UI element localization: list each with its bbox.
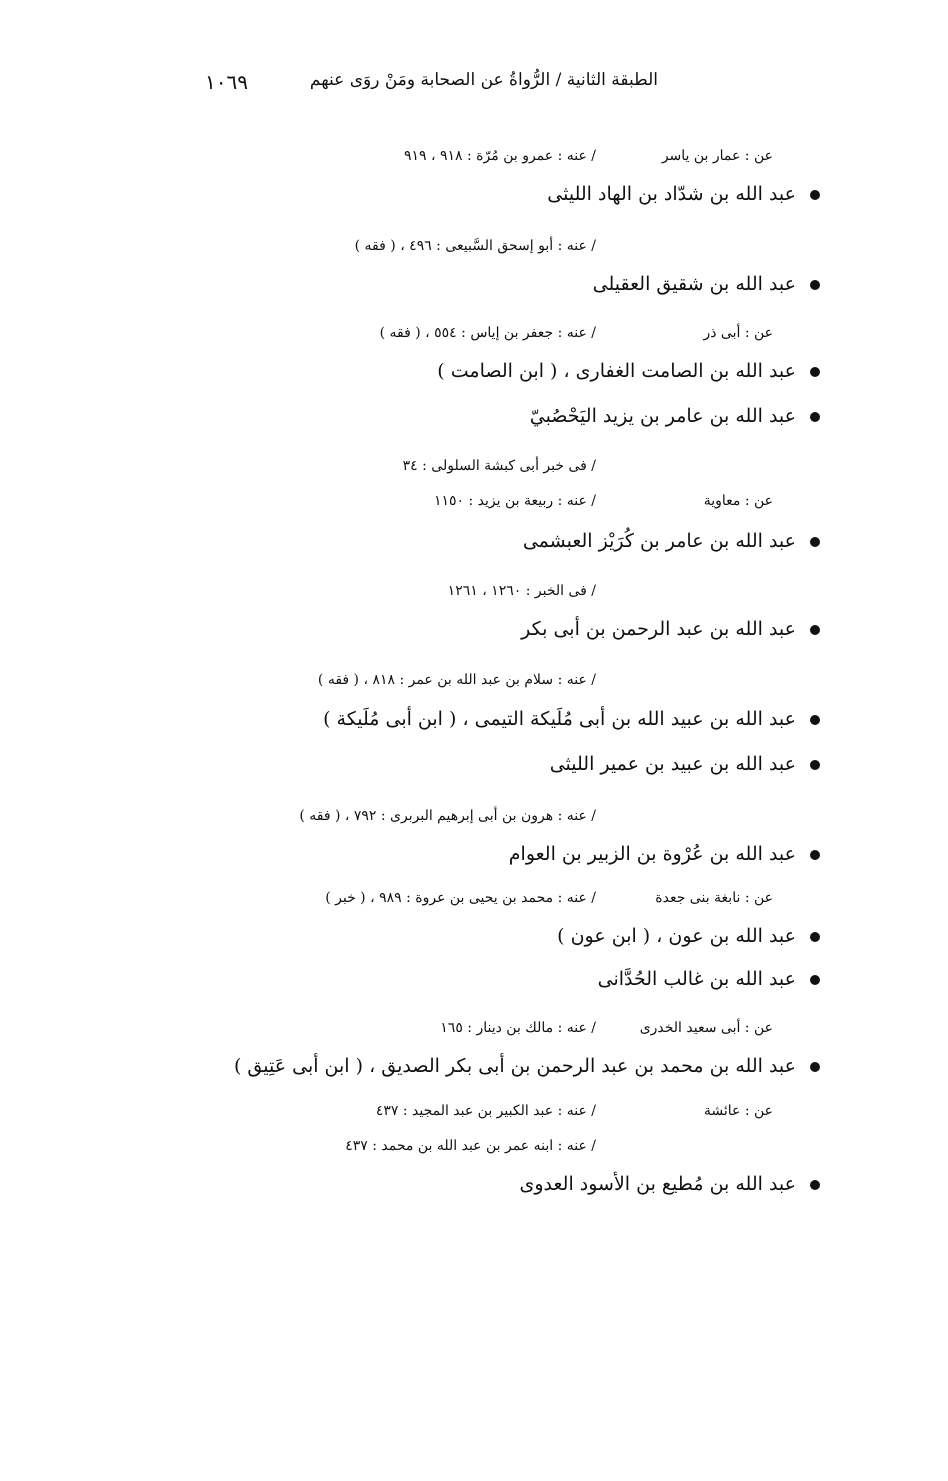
- narrator-reference-line: [0, 1103, 948, 1133]
- narrator-reference-line: [0, 890, 948, 920]
- narrator-entry: [0, 753, 820, 783]
- narrated-by: / فى خبر أبى كبشة السلولى : ٣٤: [402, 458, 596, 474]
- narrator-entry: [0, 708, 820, 738]
- narrator-entry: [0, 1055, 820, 1085]
- narrated-by: / عنه : سلام بن عبد الله بن عمر : ٨١٨ ، ( فقه ): [317, 672, 596, 688]
- narrated-by: / عنه : ابنه عمر بن عبد الله بن محمد : ٤٣٧: [345, 1138, 596, 1154]
- narrator-name: عبد الله بن عون ، ( ابن عون ): [557, 925, 796, 947]
- narrator-reference-line: [0, 672, 948, 702]
- narrator-entry: [0, 1173, 820, 1203]
- narrated-by: / عنه : هرون بن أبى إبرهيم البربرى : ٧٩٢ ، ( فقه ): [299, 808, 596, 824]
- narrator-reference-line: [0, 458, 948, 488]
- narrator-reference-line: [0, 325, 948, 355]
- narrated-by: / عنه : عمرو بن مُرّة : ٩١٨ ، ٩١٩: [404, 148, 596, 164]
- narrator-name: عبد الله بن عبيد الله بن أبى مُلَيكة التيمى ، ( ابن أبى مُلَيكة ): [323, 708, 796, 730]
- bullet-icon: [810, 760, 820, 770]
- narrator-name: عبد الله بن شدّاد بن الهاد الليثى: [547, 183, 796, 205]
- narrator-reference-line: [0, 1020, 948, 1050]
- narrator-name: عبد الله بن عُرْوة بن الزبير بن العوام: [508, 843, 796, 865]
- bullet-icon: [810, 280, 820, 290]
- narrated-by: / عنه : أبو إسحق السَّبيعى : ٤٩٦ ، ( فقه ): [354, 238, 596, 254]
- narrator-name: عبد الله بن مُطيع بن الأسود العدوى: [519, 1173, 796, 1195]
- narrator-reference-line: [0, 238, 948, 268]
- page-number: ١٠٦٩: [205, 70, 248, 94]
- running-header-title: الطبقة الثانية / الرُّواةُ عن الصحابة ومَنْ روَى عنهم: [309, 70, 658, 90]
- narrator-name: عبد الله بن عامر بن كُرَيْز العبشمى: [522, 530, 796, 552]
- narrated-from: عن : عمار بن ياسر: [661, 148, 773, 164]
- narrator-entry: [0, 405, 820, 435]
- bullet-icon: [810, 715, 820, 725]
- narrated-by: / عنه : مالك بن دينار : ١٦٥: [440, 1020, 596, 1036]
- narrator-entry: [0, 843, 820, 873]
- bullet-icon: [810, 932, 820, 942]
- narrator-entry: [0, 183, 820, 213]
- bullet-icon: [810, 367, 820, 377]
- narrator-reference-line: [0, 583, 948, 613]
- narrated-from: عن : معاوية: [703, 493, 773, 509]
- bullet-icon: [810, 190, 820, 200]
- bullet-icon: [810, 412, 820, 422]
- narrated-from: عن : أبى ذر: [703, 325, 773, 341]
- narrated-by: / عنه : ربيعة بن يزيد : ١١٥٠: [433, 493, 596, 509]
- bullet-icon: [810, 537, 820, 547]
- narrator-name: عبد الله بن عبد الرحمن بن أبى بكر: [521, 618, 796, 640]
- narrator-name: عبد الله بن الصامت الغفارى ، ( ابن الصامت ): [437, 360, 796, 382]
- narrated-by: / عنه : عبد الكبير بن عبد المجيد : ٤٣٧: [375, 1103, 596, 1119]
- narrator-entry: [0, 530, 820, 560]
- narrated-from: عن : أبى سعيد الخدرى: [639, 1020, 773, 1036]
- narrator-entry: [0, 968, 820, 998]
- narrated-by: / عنه : محمد بن يحيى بن عروة : ٩٨٩ ، ( خبر ): [325, 890, 596, 906]
- narrated-by: / عنه : جعفر بن إياس : ٥٥٤ ، ( فقه ): [379, 325, 596, 341]
- narrated-from: عن : عائشة: [703, 1103, 773, 1119]
- bullet-icon: [810, 1180, 820, 1190]
- narrator-reference-line: [0, 1138, 948, 1168]
- narrator-entry: [0, 925, 820, 955]
- bullet-icon: [810, 1062, 820, 1072]
- narrator-name: عبد الله بن محمد بن عبد الرحمن بن أبى بكر الصديق ، ( ابن أبى عَتِيق ): [233, 1055, 796, 1077]
- narrator-entry: [0, 273, 820, 303]
- narrator-reference-line: [0, 808, 948, 838]
- narrator-name: عبد الله بن عبيد بن عمير الليثى: [549, 753, 796, 775]
- narrator-name: عبد الله بن شقيق العقيلى: [592, 273, 796, 295]
- narrator-name: عبد الله بن غالب الحُدَّانى: [597, 968, 796, 990]
- narrator-entry: [0, 618, 820, 648]
- narrated-from: عن : نابغة بنى جعدة: [655, 890, 773, 906]
- narrator-reference-line: [0, 493, 948, 523]
- narrated-by: / فى الخبر : ١٢٦٠ ، ١٢٦١: [447, 583, 596, 599]
- bullet-icon: [810, 625, 820, 635]
- bullet-icon: [810, 975, 820, 985]
- narrator-entry: [0, 360, 820, 390]
- narrator-reference-line: [0, 148, 948, 178]
- bullet-icon: [810, 850, 820, 860]
- narrator-name: عبد الله بن عامر بن يزيد اليَحْصُبيّ: [529, 405, 796, 427]
